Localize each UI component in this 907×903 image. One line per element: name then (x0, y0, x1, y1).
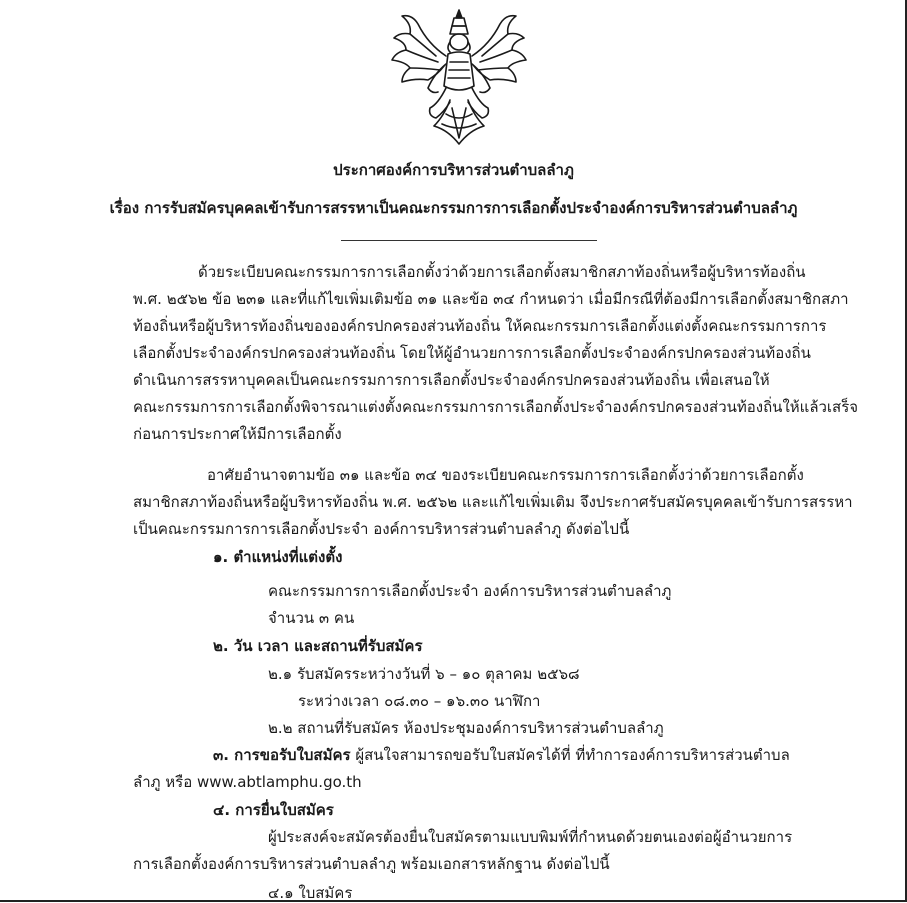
section-3-heading: ๓. การขอรับใบสมัคร (213, 746, 351, 764)
section-3-prefix: ลำภู หรือ (133, 773, 197, 791)
section-2-place: ๒.๒ สถานที่รับสมัคร ห้องประชุมองค์การบริหารส่วนตำบลลำภู (268, 719, 664, 737)
section-4-item-1: ๔.๑ ใบสมัคร (268, 884, 353, 902)
para1-line: พ.ศ. ๒๕๖๒ ข้อ ๒๓๑ และที่แก้ไขเพิ่มเติมข้อ ๓๑ และข้อ ๓๔ กำหนดว่า เมื่อมีกรณีที่ต้องมีการเลือกตั้งสมาชิกสภา (133, 290, 849, 308)
section-1-committee: คณะกรรมการการเลือกตั้งประจำ องค์การบริหารส่วนตำบลลำภู (268, 582, 672, 600)
para1-line: เลือกตั้งประจำองค์กรปกครองส่วนท้องถิ่น โดยให้ผู้อำนวยการการเลือกตั้งประจำองค์กรปกครองส่วนท้องถิ่น (133, 344, 811, 362)
garuda-emblem-icon (388, 4, 530, 152)
section-3-line2 (133, 772, 362, 792)
subject-text: การรับสมัครบุคคลเข้ารับการสรรหาเป็นคณะกรรมการการเลือกตั้งประจำองค์การบริหารส่วนตำบลลำภู (144, 199, 798, 217)
section-3-line (213, 745, 790, 765)
para2-line: สมาชิกสภาท้องถิ่นหรือผู้บริหารท้องถิ่น พ.ศ. ๒๕๖๒ และแก้ไขเพิ่มเติม จึงประกาศรับสมัครบุคคลเข้ารับการสรรหา (133, 493, 853, 511)
section-1-heading: ๑. ตำแหน่งที่แต่งตั้ง (213, 548, 343, 566)
section-4-line: ผู้ประสงค์จะสมัครต้องยื่นใบสมัครตามแบบพิมพ์ที่กำหนดด้วยตนเองต่อผู้อำนวยการ (268, 828, 793, 846)
section-3-text: ผู้สนใจสามารถขอรับใบสมัครได้ที่ ที่ทำการองค์การบริหารส่วนตำบล (350, 746, 790, 764)
section-2-dates: ๒.๑ รับสมัครระหว่างวันที่ ๖ – ๑๐ ตุลาคม ๒๕๖๘ (268, 665, 580, 683)
section-2-time: ระหว่างเวลา ๐๘.๓๐ – ๑๖.๓๐ นาฬิกา (298, 692, 541, 710)
announcement-subject (0, 198, 907, 218)
section-1-count: จำนวน ๓ คน (268, 609, 355, 627)
announcement-title: ประกาศองค์การบริหารส่วนตำบลลำภู (333, 161, 574, 179)
para2-line: เป็นคณะกรรมการการเลือกตั้งประจำ องค์การบริหารส่วนตำบลลำภู ดังต่อไปนี้ (133, 520, 630, 538)
para2-line: อาศัยอำนาจตามข้อ ๓๑ และข้อ ๓๔ ของระเบียบคณะกรรมการการเลือกตั้งว่าด้วยการเลือกตั้ง (207, 466, 804, 484)
section-4-line: การเลือกตั้งองค์การบริหารส่วนตำบลลำภู พร้อมเอกสารหลักฐาน ดังต่อไปนี้ (133, 855, 610, 873)
para1-line: ท้องถิ่นหรือผู้บริหารท้องถิ่นขององค์กรปกครองส่วนท้องถิ่น ให้คณะกรรมการเลือกตั้งแต่งตั้งคณะกรรมการการ (133, 317, 827, 335)
section-4-heading: ๔. การยื่นใบสมัคร (213, 801, 334, 819)
title-divider (341, 240, 597, 241)
para1-line: คณะกรรมการการเลือกตั้งพิจารณาแต่งตั้งคณะกรรมการการเลือกตั้งประจำองค์กรปกครองส่วนท้องถิ่นให้แล้วเสร็จ (133, 398, 859, 416)
website-link[interactable]: www.abtlamphu.go.th (197, 773, 362, 791)
para1-line: ก่อนการประกาศให้มีการเลือกตั้ง (133, 425, 342, 443)
section-2-heading: ๒. วัน เวลา และสถานที่รับสมัคร (213, 637, 423, 655)
subject-label: เรื่อง (109, 199, 140, 217)
para1-line: ดำเนินการสรรหาบุคคลเป็นคณะกรรมการการเลือกตั้งประจำองค์กรปกครองส่วนท้องถิ่น เพื่อเสนอให้ (133, 371, 770, 389)
para1-line: ด้วยระเบียบคณะกรรมการการเลือกตั้งว่าด้วยการเลือกตั้งสมาชิกสภาท้องถิ่นหรือผู้บริหารท้องถิ่น (198, 263, 806, 281)
